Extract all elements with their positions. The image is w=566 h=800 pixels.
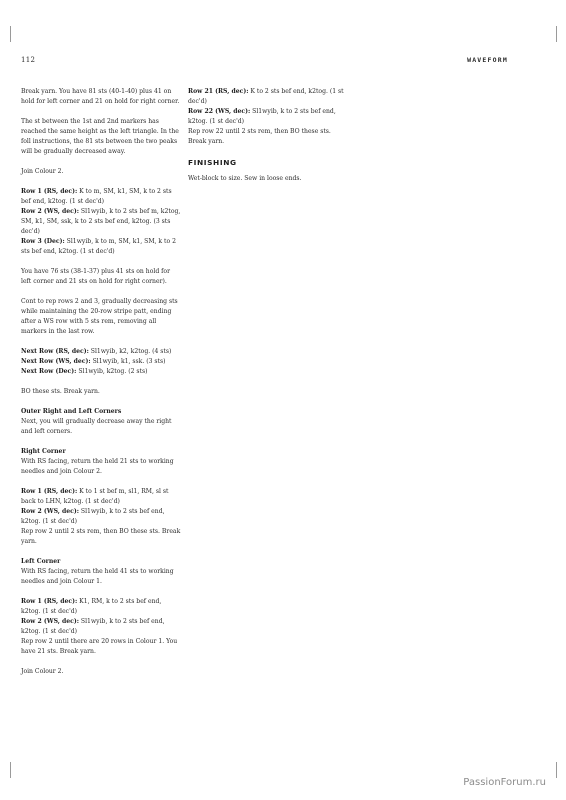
section-text: With RS facing, return the held 21 sts to working needles and join Colour 2.	[21, 458, 174, 475]
subheading: Left Corner	[21, 558, 61, 565]
row-instructions	[21, 487, 181, 547]
paragraph: Wet-block to size. Sew in loose ends.	[188, 175, 302, 182]
row-text: K1, RM, k to 2 sts bef end, k2tog. (1 st dec'd)	[21, 598, 162, 615]
row-text: Sl1wyib, k2tog. (2 sts)	[76, 368, 148, 375]
row-label: Row 2 (WS, dec):	[21, 508, 79, 515]
paragraph: BO these sts. Break yarn.	[21, 388, 100, 395]
row-text: Sl1wyib, k to m, SM, k1, SM, k to 2 sts bef end, k2tog. (1 st dec'd)	[21, 238, 176, 255]
paragraph: Cont to rep rows 2 and 3, gradually decreasing sts while maintaining the 20-row stripe patt, ending after a WS row with 5 sts rem, removing all markers in the last row.	[21, 298, 178, 335]
row-text: Sl1wyib, k2, k2tog. (4 sts)	[88, 348, 172, 355]
right-column	[188, 87, 348, 194]
paragraph: Join Colour 2.	[21, 168, 64, 175]
section-left-corner	[21, 557, 181, 587]
row-label: Row 3 (Dec):	[21, 238, 65, 245]
crop-mark	[10, 26, 11, 42]
row-label: Next Row (Dec):	[21, 368, 77, 375]
paragraph: Join Colour 2.	[21, 668, 64, 675]
row-text: K to 1 st bef m, sl1, RM, sl st back to LHN, k2tog. (1 st dec'd)	[21, 488, 169, 505]
paragraph: You have 76 sts (38-1-37) plus 41 sts on hold for left corner and 21 sts on hold for right corner).	[21, 268, 171, 285]
subheading: Outer Right and Left Corners	[21, 408, 122, 415]
running-header: WAVEFORM	[467, 56, 508, 64]
repeat-text: Rep row 2 until there are 20 rows in Colour 1. You have 21 sts. Break yarn.	[21, 638, 178, 655]
row-label: Row 21 (RS, dec):	[188, 88, 249, 95]
paragraph: The st between the 1st and 2nd markers has reached the same height as the left triangle. In the foll instructions, the 81 sts between the two peaks will be gradually decreased away.	[21, 118, 179, 155]
row-label: Row 2 (WS, dec):	[21, 208, 79, 215]
row-label: Next Row (RS, dec):	[21, 348, 89, 355]
row-instructions	[188, 87, 348, 147]
row-label: Next Row (WS, dec):	[21, 358, 91, 365]
crop-mark	[556, 762, 557, 778]
row-text: Sl1wyib, k to 2 sts bef end, k2tog. (1 st dec'd)	[21, 618, 165, 635]
subheading: Right Corner	[21, 448, 66, 455]
row-text: Sl1wyib, k to 2 sts bef end, k2tog. (1 st dec'd)	[188, 108, 336, 125]
row-label: Row 22 (WS, dec):	[188, 108, 251, 115]
row-instructions	[21, 597, 181, 657]
row-label: Row 2 (WS, dec):	[21, 618, 79, 625]
crop-mark	[556, 26, 557, 42]
repeat-text: Rep row 2 until 2 sts rem, then BO these sts. Break yarn.	[21, 528, 181, 545]
row-label: Row 1 (RS, dec):	[21, 488, 78, 495]
row-text: K to 2 sts bef end, k2tog. (1 st dec'd)	[188, 88, 344, 105]
watermark: PassionForum.ru	[463, 777, 546, 788]
left-column	[21, 87, 181, 687]
section-text: With RS facing, return the held 41 sts to working needles and join Colour 1.	[21, 568, 174, 585]
row-label: Row 1 (RS, dec):	[21, 598, 78, 605]
repeat-text: Rep row 22 until 2 sts rem, then BO these sts. Break yarn.	[188, 128, 331, 145]
crop-mark	[10, 762, 11, 778]
row-text: Sl1wyib, k to 2 sts bef m, k2tog, SM, k1, SM, ssk, k to 2 sts bef end, k2tog. (3 sts dec'd)	[21, 208, 181, 235]
row-text: Sl1wyib, k1, ssk. (3 sts)	[90, 358, 166, 365]
section-heading-finishing: FINISHING	[188, 158, 237, 167]
section-outer-corners	[21, 407, 181, 437]
row-instructions	[21, 347, 181, 377]
page-number: 112	[21, 56, 36, 64]
row-text: Sl1wyib, k to 2 sts bef end, k2tog. (1 st dec'd)	[21, 508, 165, 525]
section-text: Next, you will gradually decrease away the right and left corners.	[21, 418, 172, 435]
section-right-corner	[21, 447, 181, 477]
row-instructions	[21, 187, 181, 257]
paragraph: Break yarn. You have 81 sts (40-1-40) plus 41 on hold for left corner and 21 on hold for right corner.	[21, 88, 180, 105]
row-label: Row 1 (RS, dec):	[21, 188, 78, 195]
row-text: K to m, SM, k1, SM, k to 2 sts bef end, k2tog. (1 st dec'd)	[21, 188, 172, 205]
